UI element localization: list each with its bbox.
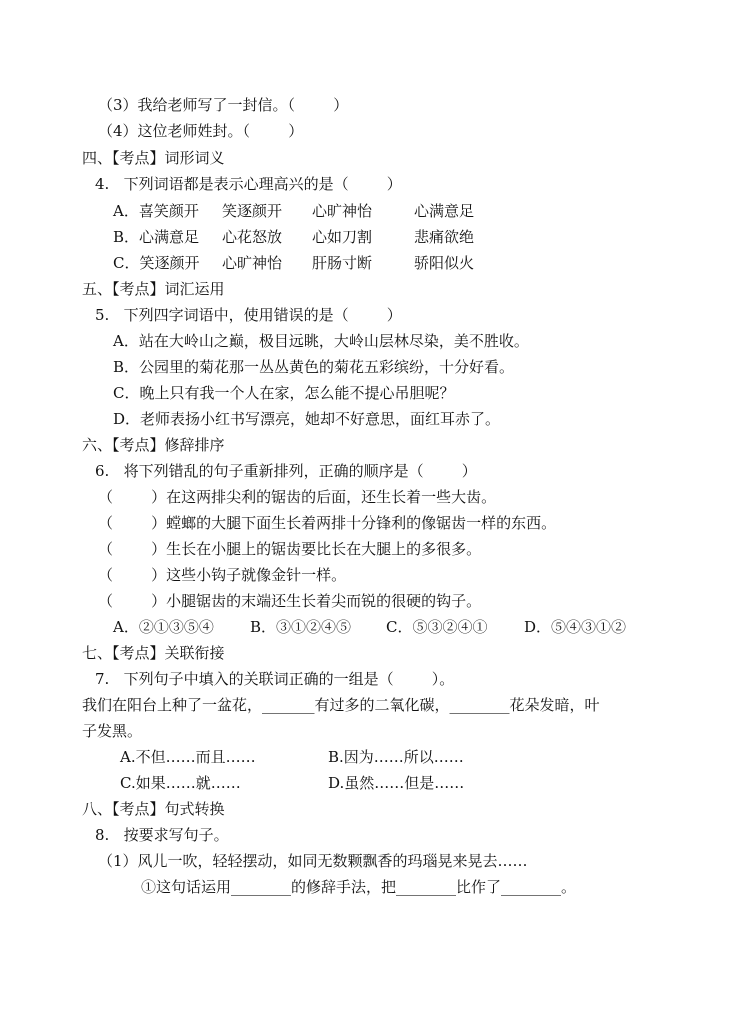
question-4-option-a-word-1: A．喜笑颜开	[113, 202, 199, 220]
question-4-option-b-word-4: 悲痛欲绝	[414, 228, 475, 246]
question-6-option-a: A．②①③⑤④	[113, 618, 214, 636]
question-8-stem: 8. 按要求写句子。	[95, 826, 229, 844]
question-4-option-a-word-2: 笑逐颜开	[222, 202, 283, 220]
question-7-option-a: A.不但……而且……	[120, 748, 256, 766]
question-4-option-c-word-3: 肝肠寸断	[312, 254, 373, 272]
question-4-option-c-word-2: 心旷神怡	[222, 254, 283, 272]
question-6-sentence-5: （ ）小腿锯齿的末端还生长着尖而锐的很硬的钩子。	[98, 592, 482, 610]
question-4-option-a-word-4: 心满意足	[414, 202, 475, 220]
question-6-sentence-2: （ ）螳螂的大腿下面生长着两排十分锋利的像锯齿一样的东西。	[98, 514, 557, 532]
question-6-sentence-3: （ ）生长在小腿上的锯齿要比长在大腿上的多很多。	[98, 540, 482, 558]
question-6-option-c: C．⑤③②④①	[386, 618, 488, 636]
question-6-sentence-4: （ ）这些小钩子就像金针一样。	[98, 566, 347, 584]
question-6-option-b: B．③①②④⑤	[250, 618, 352, 636]
question-7-option-c: C.如果……就……	[120, 774, 241, 792]
question-7-sentence-line-1: 我们在阳台上种了一盆花，_______有过多的二氧化碳，________花朵发暗，叶	[82, 696, 600, 714]
question-8-1-sentence: （1）风儿一吹，轻轻摆动，如同无数颗飘香的玛瑙晃来晃去……	[98, 852, 528, 870]
question-4-option-a-word-3: 心旷神怡	[312, 202, 373, 220]
question-4-option-b-word-2: 心花怒放	[222, 228, 283, 246]
question-7-option-d: D.虽然……但是……	[328, 774, 465, 792]
question-6-sentence-1: （ ）在这两排尖利的锯齿的后面，还生长着一些大齿。	[98, 488, 497, 506]
question-7-sentence-line-2: 子发黑。	[82, 722, 143, 740]
section-8-heading: 八、【考点】句式转换	[82, 800, 225, 818]
question-4-option-b-word-3: 心如刀割	[312, 228, 373, 246]
question-4-option-c-word-4: 骄阳似火	[414, 254, 475, 272]
question-5-option-d: D．老师表扬小红书写漂亮，她却不好意思，面红耳赤了。	[113, 410, 501, 428]
question-6-option-d: D．⑤④③①②	[524, 618, 627, 636]
question-5-option-a: A．站在大岭山之巅，极目远眺，大岭山层林尽染，美不胜收。	[113, 332, 529, 350]
section-4-heading: 四、【考点】词形词义	[82, 149, 225, 167]
question-4-option-b-word-1: B．心满意足	[113, 228, 200, 246]
section-5-heading: 五、【考点】词汇运用	[82, 280, 225, 298]
section-7-heading: 七、【考点】关联衔接	[82, 644, 225, 662]
question-3-4: （4）这位老师姓封。（ ）	[98, 122, 304, 140]
question-7-stem: 7. 下列句子中填入的关联词正确的一组是（ ）。	[95, 670, 455, 688]
question-6-stem: 6. 将下列错乱的句子重新排列，正确的顺序是（ ）	[95, 462, 477, 480]
question-8-1-blank-prompt: ①这句话运用________的修辞手法，把________比作了________。	[141, 878, 577, 896]
question-3-3: （3）我给老师写了一封信。（ ）	[98, 96, 349, 114]
section-6-heading: 六、【考点】修辞排序	[82, 436, 225, 454]
question-7-option-b: B.因为……所以……	[328, 748, 464, 766]
question-4-stem: 4. 下列词语都是表示心理高兴的是（ ）	[95, 175, 402, 193]
question-5-option-c: C．晚上只有我一个人在家，怎么能不提心吊胆呢？	[113, 384, 455, 402]
question-5-option-b: B．公园里的菊花那一丛丛黄色的菊花五彩缤纷，十分好看。	[113, 358, 515, 376]
question-5-stem: 5. 下列四字词语中，使用错误的是（ ）	[95, 306, 402, 324]
question-4-option-c-word-1: C．笑逐颜开	[113, 254, 200, 272]
